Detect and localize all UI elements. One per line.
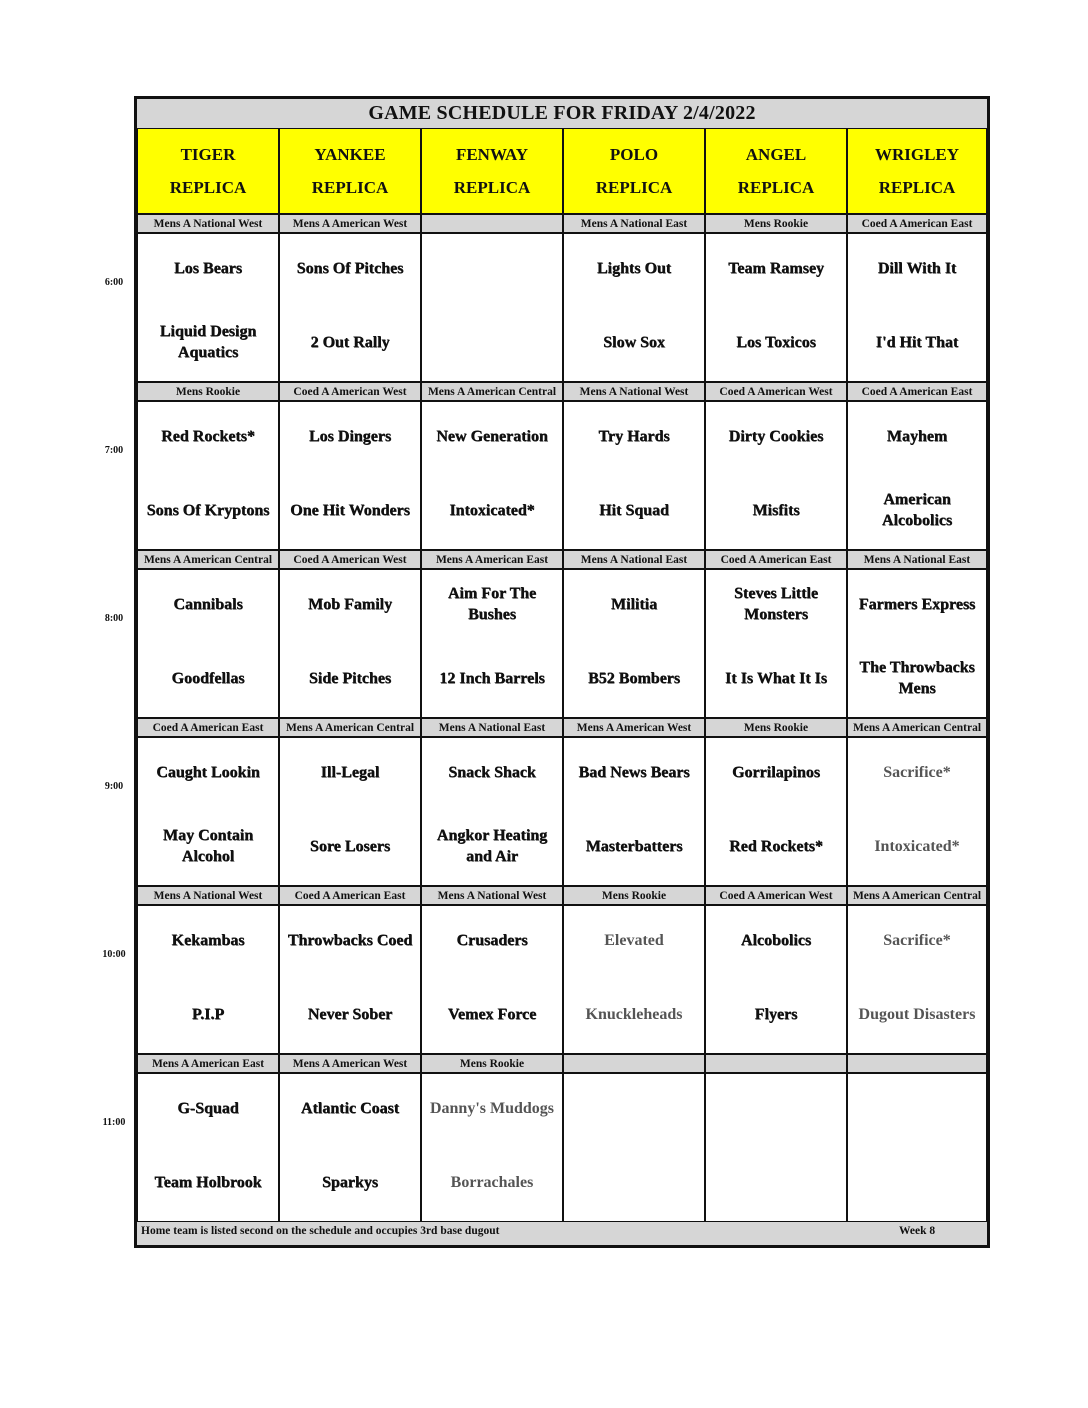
game-cell [279, 1073, 421, 1222]
game-cell [421, 905, 563, 1054]
away-team: Gorrilapinos [731, 763, 820, 781]
home-team [421, 315, 563, 369]
time-label: 7:00 [104, 445, 124, 456]
division-label: Mens A American West [279, 214, 421, 233]
field-name: YANKEE [314, 145, 386, 164]
away-team: Aim For The Bushes [447, 585, 537, 623]
game-cell [279, 905, 421, 1054]
page-title: GAME SCHEDULE FOR FRIDAY 2/4/2022 [137, 99, 987, 128]
home-team: Dugout Disasters [858, 1005, 976, 1023]
division-label: Mens A American Central [847, 886, 987, 905]
away-team: Snack Shack [448, 763, 536, 781]
division-label: Coed A American West [705, 382, 847, 401]
division-label: Mens Rookie [705, 214, 847, 233]
home-team: Red Rockets* [729, 837, 823, 855]
division-label: Coed A American East [847, 382, 987, 401]
field-header [137, 128, 279, 214]
footer-note: Home team is listed second on the schedule and occupies 3rd base dugout [141, 1225, 500, 1237]
home-team: 12 Inch Barrels [439, 669, 545, 687]
away-team: Lights Out [596, 259, 672, 277]
away-team: Ill-Legal [320, 763, 380, 781]
field-header [279, 128, 421, 214]
home-team: Liquid Design Aquatics [159, 323, 257, 361]
division-label: Mens Rookie [705, 718, 847, 737]
game-cell [847, 737, 987, 886]
game-cell [137, 401, 279, 550]
home-team: One Hit Wonders [290, 501, 410, 519]
division-label: Coed A American East [279, 886, 421, 905]
home-team: Sons Of Kryptons [146, 501, 270, 519]
game-cell [421, 401, 563, 550]
division-label: Coed A American East [705, 550, 847, 569]
game-cell [705, 401, 847, 550]
away-team: Sacrifice* [883, 931, 951, 949]
home-team: Hit Squad [599, 501, 669, 519]
field-subtitle: REPLICA [311, 178, 389, 197]
week-label: Week 8 [899, 1225, 936, 1237]
division-label: Coed A American East [137, 718, 279, 737]
home-team: Los Toxicos [736, 333, 816, 351]
game-cell [847, 1073, 987, 1222]
field-subtitle: REPLICA [169, 178, 247, 197]
field-name: FENWAY [455, 145, 529, 164]
field-name: WRIGLEY [874, 145, 960, 164]
home-team: Vemex Force [447, 1005, 537, 1023]
home-team: I'd Hit That [875, 333, 959, 351]
home-team: Team Holbrook [154, 1173, 262, 1191]
division-label: Coed A American West [279, 550, 421, 569]
home-team: Sore Losers [309, 837, 391, 855]
home-team: Misfits [752, 501, 800, 519]
division-label: Mens Rookie [137, 382, 279, 401]
division-label: Mens A American East [421, 550, 563, 569]
division-label: Mens A American Central [279, 718, 421, 737]
game-cell [421, 569, 563, 718]
away-team: Try Hards [598, 427, 670, 445]
division-label: Mens Rookie [421, 1054, 563, 1073]
division-label: Mens A American West [279, 1054, 421, 1073]
game-cell [421, 737, 563, 886]
home-team: It Is What It Is [725, 669, 827, 687]
game-cell [705, 233, 847, 382]
game-cell [847, 569, 987, 718]
away-team: Militia [610, 595, 658, 613]
home-team: Never Sober [307, 1005, 393, 1023]
home-team: Side Pitches [308, 669, 392, 687]
field-header [421, 128, 563, 214]
home-team [563, 1155, 705, 1209]
field-name: POLO [609, 145, 659, 164]
game-cell [705, 905, 847, 1054]
home-team: Masterbatters [585, 837, 683, 855]
away-team: Cannibals [173, 595, 243, 613]
home-team: B52 Bombers [588, 669, 680, 687]
away-team: Alcobolics [740, 931, 812, 949]
division-label: Mens A American Central [847, 718, 987, 737]
division-label [421, 214, 563, 233]
field-subtitle: REPLICA [453, 178, 531, 197]
away-team: G-Squad [177, 1099, 239, 1117]
away-team: Steves Little Monsters [734, 585, 818, 623]
game-cell [279, 569, 421, 718]
division-label [705, 1054, 847, 1073]
home-team: Slow Sox [603, 333, 665, 351]
game-cell [279, 737, 421, 886]
game-cell [563, 1073, 705, 1222]
time-label: 10:00 [102, 949, 126, 960]
game-cell [705, 1073, 847, 1222]
field-header [705, 128, 847, 214]
game-cell [421, 1073, 563, 1222]
division-label [563, 1054, 705, 1073]
field-subtitle: REPLICA [878, 178, 956, 197]
home-team: Flyers [754, 1005, 798, 1023]
away-team: Throwbacks Coed [287, 931, 413, 949]
field-name: ANGEL [745, 145, 807, 164]
home-team: American Alcobolics [881, 491, 953, 529]
division-label: Mens A American Central [137, 550, 279, 569]
game-cell [137, 1073, 279, 1222]
division-label: Mens A National West [421, 886, 563, 905]
division-label: Mens A National West [137, 886, 279, 905]
division-label: Coed A American West [279, 382, 421, 401]
game-cell [563, 737, 705, 886]
away-team [563, 1085, 705, 1131]
game-cell [137, 905, 279, 1054]
home-team [847, 1155, 987, 1209]
division-label: Mens A National East [421, 718, 563, 737]
division-label: Mens A American East [137, 1054, 279, 1073]
home-team: Goodfellas [171, 669, 245, 687]
home-team: Intoxicated* [874, 837, 960, 855]
game-cell [137, 737, 279, 886]
game-cell [563, 401, 705, 550]
division-label: Mens A National East [847, 550, 987, 569]
away-team: Crusaders [456, 931, 528, 949]
away-team: Danny's Muddogs [429, 1099, 555, 1117]
away-team: Atlantic Coast [300, 1099, 400, 1117]
home-team: May Contain Alcohol [162, 827, 254, 865]
home-team [705, 1155, 847, 1209]
division-label: Coed A American East [847, 214, 987, 233]
field-header [847, 128, 987, 214]
away-team: Sons Of Pitches [296, 259, 404, 277]
away-team: Elevated [604, 931, 664, 949]
division-label: Mens Rookie [563, 886, 705, 905]
away-team: Caught Lookin [156, 763, 260, 781]
time-label: 8:00 [104, 613, 124, 624]
away-team: Red Rockets* [161, 427, 255, 445]
division-label: Coed A American West [705, 886, 847, 905]
away-team: Mob Family [308, 595, 392, 613]
home-team: 2 Out Rally [310, 333, 390, 351]
division-label: Mens A National East [563, 214, 705, 233]
away-team: Dill With It [877, 259, 957, 277]
away-team [705, 1085, 847, 1131]
game-cell [847, 233, 987, 382]
field-subtitle: REPLICA [595, 178, 673, 197]
division-label: Mens A American Central [421, 382, 563, 401]
division-label: Mens A National West [563, 382, 705, 401]
game-cell [279, 233, 421, 382]
home-team: Borrachales [450, 1173, 534, 1191]
game-cell [421, 233, 563, 382]
away-team: Dirty Cookies [728, 427, 824, 445]
away-team [847, 1085, 987, 1131]
game-cell [563, 905, 705, 1054]
game-cell [705, 737, 847, 886]
away-team: Los Bears [174, 259, 242, 277]
game-cell [279, 401, 421, 550]
away-team: Mayhem [886, 427, 948, 445]
time-label: 11:00 [102, 1117, 126, 1128]
division-label [847, 1054, 987, 1073]
home-team: P.I.P [191, 1005, 225, 1023]
away-team: Bad News Bears [578, 763, 690, 781]
division-label: Mens A National East [563, 550, 705, 569]
time-label: 9:00 [104, 781, 124, 792]
away-team: New Generation [436, 427, 548, 445]
away-team: Kekambas [171, 931, 245, 949]
field-subtitle: REPLICA [737, 178, 815, 197]
footer [137, 1219, 987, 1245]
away-team: Team Ramsey [728, 259, 824, 277]
home-team: Knuckleheads [585, 1005, 683, 1023]
schedule-sheet [134, 96, 990, 1248]
game-cell [137, 233, 279, 382]
home-team: Sparkys [321, 1173, 379, 1191]
game-cell [705, 569, 847, 718]
game-cell [563, 233, 705, 382]
division-label: Mens A American West [563, 718, 705, 737]
away-team: Los Dingers [308, 427, 392, 445]
home-team: The Throwbacks Mens [859, 659, 975, 697]
game-cell [847, 401, 987, 550]
away-team: Farmers Express [858, 595, 976, 613]
game-cell [847, 905, 987, 1054]
away-team: Sacrifice* [883, 763, 951, 781]
home-team: Intoxicated* [449, 501, 535, 519]
home-team: Angkor Heating and Air [436, 827, 548, 865]
game-cell [563, 569, 705, 718]
field-name: TIGER [180, 145, 236, 164]
game-cell [137, 569, 279, 718]
field-header [563, 128, 705, 214]
time-label: 6:00 [104, 277, 124, 288]
away-team [421, 245, 563, 291]
division-label: Mens A National West [137, 214, 279, 233]
